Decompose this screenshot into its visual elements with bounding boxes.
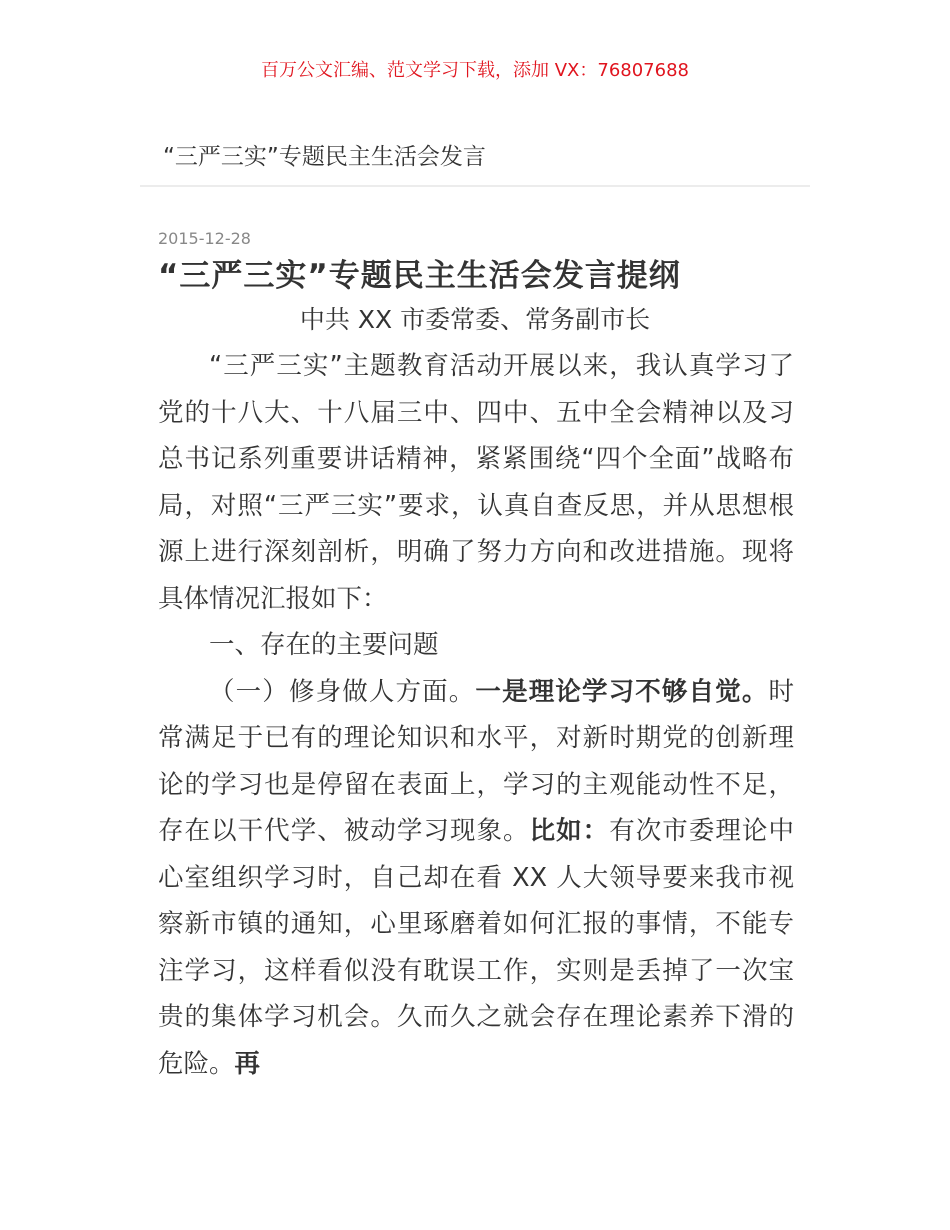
publish-date: 2015-12-28 (158, 229, 251, 248)
download-banner: 百万公文汇编、范文学习下载，添加 VX：76807688 (261, 60, 689, 81)
bold-example-label: 比如： (529, 816, 610, 846)
point-1-text: 时常满足于已有的理论知识和水平，对新时期党的创新理论的学习也是停留在表面上，学习的主观能动性不足，存在以干代学、被动学习现象。 (158, 676, 794, 846)
example-text: 有次市委理论中心室组织学习时，自己却在看 XX 人大领导要来我市视察新市镇的通知，心里琢磨着如何汇报的事情，不能专注学习，这样看似没有耽误工作，实则是丢掉了一次宝贵的集体学习机会。久而久之就会存在理论素养下滑的危险。 (158, 816, 794, 1079)
subsection-prefix: （一）修身做人方面。 (209, 676, 476, 707)
document-body (158, 343, 794, 1087)
subsection-paragraph (158, 669, 794, 1088)
bold-point-1: 一是理论学习不够自觉。 (475, 676, 769, 707)
page-header-title: “三严三实”专题民主生活会发言 (163, 144, 486, 170)
document-title: “三严三实”专题民主生活会发言提纲 (158, 258, 681, 294)
document-author: 中共 XX 市委常委、常务副市长 (299, 305, 651, 334)
bold-continuation: 再 (234, 1048, 261, 1079)
intro-paragraph: “三严三实”主题教育活动开展以来，我认真学习了党的十八大、十八届三中、四中、五中全会精神以及习总书记系列重要讲话精神，紧紧围绕“四个全面”战略布局，对照“三严三实”要求，认真自查反思，并从思想根源上进行深刻剖析，明确了努力方向和改进措施。现将具体情况汇报如下： (158, 351, 794, 614)
header-divider (140, 185, 810, 187)
section-heading: 一、存在的主要问题 (209, 630, 439, 660)
